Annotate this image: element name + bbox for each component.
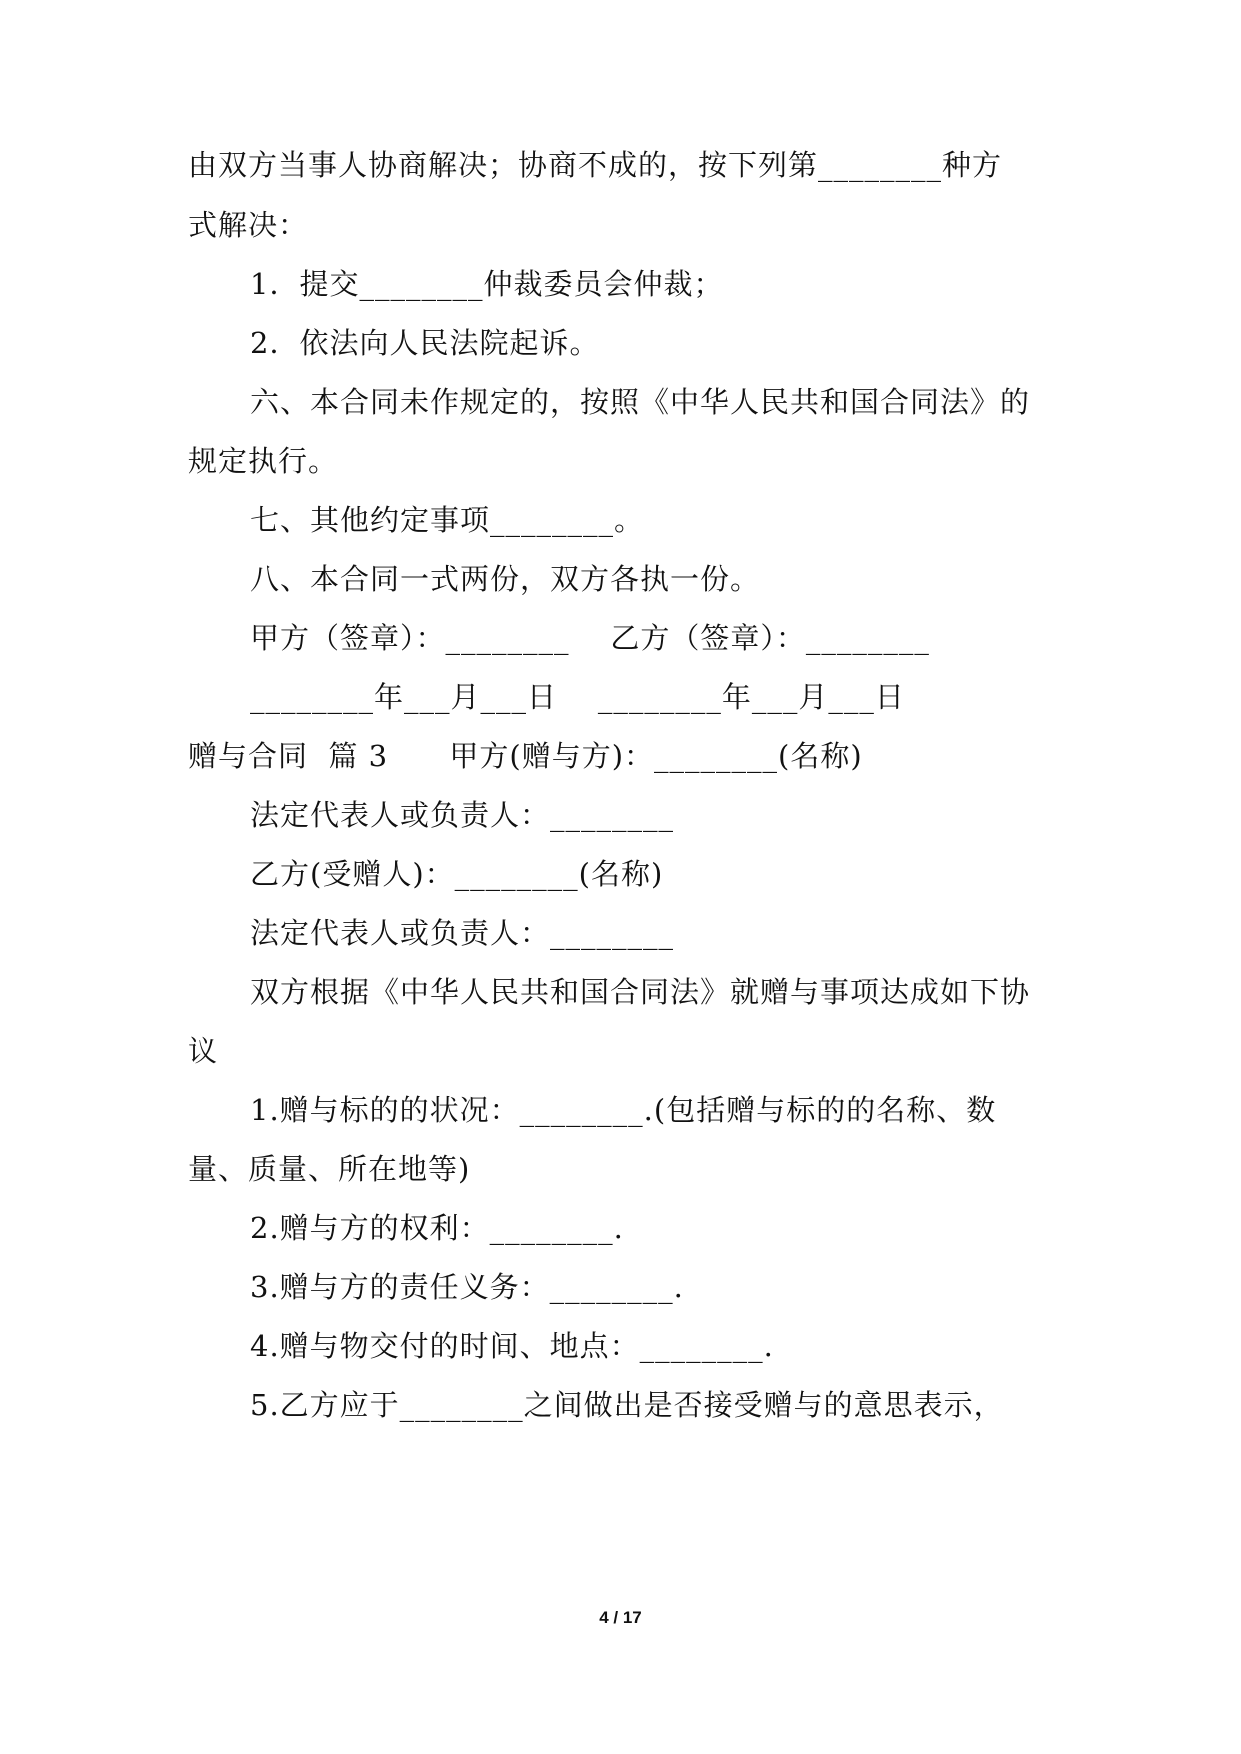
term-item: 4.赠与物交付的时间、地点：________.	[250, 1329, 774, 1363]
clause-eight: 八、本合同一式两份，双方各执一份。	[250, 562, 761, 596]
paragraph-line: 由双方当事人协商解决；协商不成的，按下列第________种方	[188, 148, 1003, 182]
term-item: 1.赠与标的的状况：________.(包括赠与标的的名称、数	[250, 1093, 997, 1127]
clause-seven: 七、其他约定事项________。	[250, 503, 645, 537]
party-b-line: 乙方(受赠人)：________(名称)	[250, 857, 664, 891]
representative-line: 法定代表人或负责人：________	[250, 916, 675, 950]
section-heading: 赠与合同 篇 3 甲方(赠与方)：________(名称)	[188, 739, 863, 773]
page-number: 4 / 17	[599, 1608, 642, 1627]
list-item: 2．依法向人民法院起诉。	[250, 326, 600, 360]
paragraph-line: 议	[188, 1034, 219, 1068]
paragraph-line: 式解决：	[188, 208, 309, 242]
paragraph-line: 量、质量、所在地等)	[188, 1152, 471, 1186]
clause-six: 六、本合同未作规定的，按照《中华人民共和国合同法》的	[250, 385, 1031, 419]
date-line: ________年___月___日 ________年___月___日	[250, 680, 905, 714]
list-item: 1．提交________仲裁委员会仲裁；	[250, 267, 724, 301]
term-item: 3.赠与方的责任义务：________.	[250, 1270, 684, 1304]
signature-line: 甲方（签章）：________ 乙方（签章）：________	[250, 621, 930, 655]
term-item: 2.赠与方的权利：________.	[250, 1211, 624, 1245]
agreement-intro: 双方根据《中华人民共和国合同法》就赠与事项达成如下协	[250, 975, 1031, 1009]
term-item: 5.乙方应于________之间做出是否接受赠与的意思表示，	[250, 1388, 1004, 1422]
representative-line: 法定代表人或负责人：________	[250, 798, 675, 832]
paragraph-line: 规定执行。	[188, 444, 339, 478]
